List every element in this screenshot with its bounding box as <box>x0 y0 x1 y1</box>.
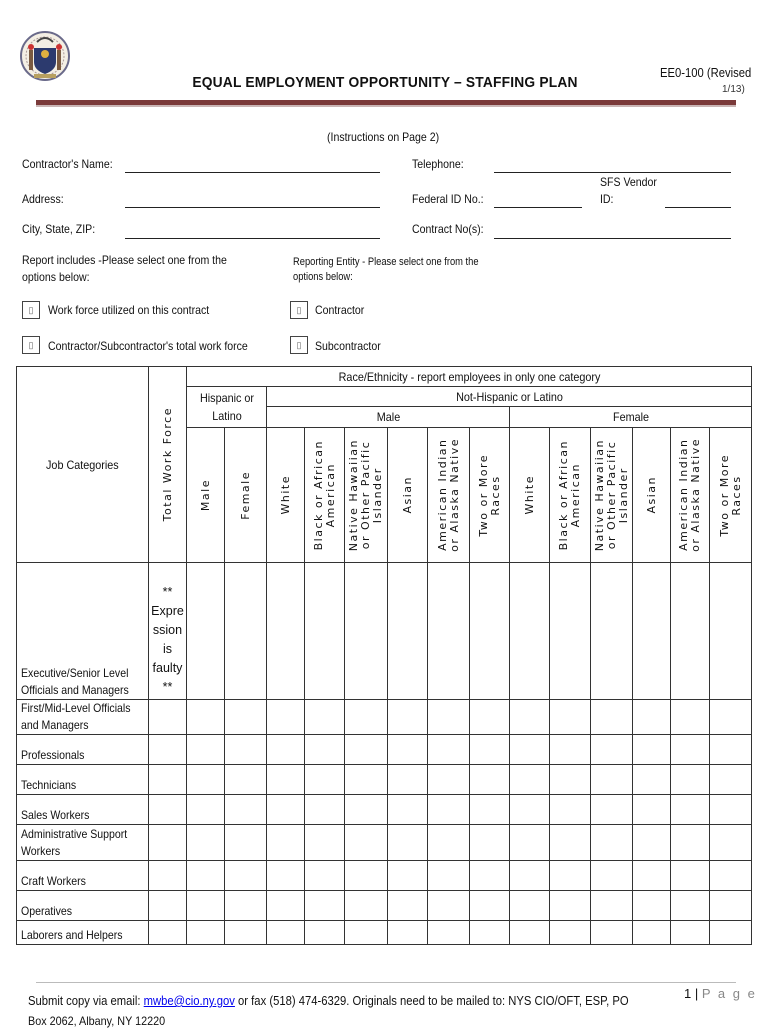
contractor-checkbox[interactable]: ▯ <box>290 301 308 319</box>
cell[interactable] <box>633 921 671 945</box>
report-includes-label-2: options below: <box>22 270 90 284</box>
form-number: EE0-100 (Revised <box>660 66 752 80</box>
cell[interactable] <box>710 861 752 891</box>
cell[interactable] <box>149 795 187 825</box>
cell[interactable] <box>633 795 671 825</box>
cell[interactable] <box>671 563 710 700</box>
cell[interactable] <box>345 861 388 891</box>
cell[interactable] <box>345 765 388 795</box>
cell[interactable] <box>267 795 305 825</box>
form-number-continued: 1/13) <box>722 84 745 95</box>
sfs-vendor-label-2: ID: <box>600 192 614 206</box>
cell[interactable] <box>591 563 633 700</box>
cell[interactable] <box>187 735 225 765</box>
cell[interactable] <box>305 765 345 795</box>
cell[interactable] <box>187 765 225 795</box>
footer-rule <box>36 982 736 983</box>
cell[interactable] <box>149 825 187 861</box>
reporting-entity-label: Reporting Entity - Please select one from the <box>293 256 479 268</box>
job-categories-header: Job Categories <box>17 367 149 563</box>
cell[interactable] <box>305 921 345 945</box>
cell[interactable] <box>305 563 345 700</box>
cell[interactable] <box>305 700 345 735</box>
cell[interactable] <box>345 891 388 921</box>
page-number: 1 | P a g e <box>684 986 757 1001</box>
cell[interactable] <box>345 700 388 735</box>
cell[interactable] <box>470 563 510 700</box>
contract-nos-label: Contract No(s): <box>412 222 484 236</box>
city-state-zip-label: City, State, ZIP: <box>22 222 96 236</box>
cell[interactable] <box>470 735 510 765</box>
cell[interactable] <box>550 861 591 891</box>
contract-nos-field[interactable] <box>494 238 731 239</box>
cell[interactable] <box>510 735 550 765</box>
cell[interactable] <box>345 735 388 765</box>
cell[interactable] <box>305 735 345 765</box>
cell[interactable] <box>149 765 187 795</box>
cell[interactable] <box>267 765 305 795</box>
staffing-plan-table <box>16 366 752 945</box>
cell[interactable] <box>267 700 305 735</box>
address-label: Address: <box>22 192 64 206</box>
row-label-technicians: Technicians <box>17 765 149 795</box>
footer-address: Box 2062, Albany, NY 12220 <box>28 1014 166 1028</box>
cell[interactable] <box>388 891 428 921</box>
cell[interactable] <box>187 825 225 861</box>
contractor-name-field[interactable] <box>125 172 380 173</box>
cell[interactable] <box>225 825 267 861</box>
cell[interactable] <box>305 891 345 921</box>
cell[interactable] <box>388 735 428 765</box>
cell[interactable] <box>267 735 305 765</box>
cell[interactable] <box>225 795 267 825</box>
cell[interactable] <box>149 861 187 891</box>
cell[interactable] <box>710 921 752 945</box>
col-female-black: Black or African American <box>550 428 591 563</box>
cell[interactable] <box>149 921 187 945</box>
col-male-black: Black or African American <box>305 428 345 563</box>
col-male-two-or-more: Two or More Races <box>470 428 510 563</box>
cell[interactable] <box>671 921 710 945</box>
cell[interactable] <box>149 735 187 765</box>
col-female-two-or-more: Two or More Races <box>710 428 752 563</box>
cell[interactable] <box>428 563 470 700</box>
table-row <box>17 861 752 891</box>
cell[interactable] <box>187 891 225 921</box>
table-row <box>17 700 752 735</box>
cell[interactable] <box>550 795 591 825</box>
cell[interactable] <box>550 700 591 735</box>
col-male-white: White <box>267 428 305 563</box>
cell[interactable] <box>633 891 671 921</box>
cell[interactable] <box>710 735 752 765</box>
row-label-laborers: Laborers and Helpers <box>17 921 149 945</box>
cell[interactable] <box>591 825 633 861</box>
cell[interactable] <box>267 861 305 891</box>
cell[interactable] <box>149 700 187 735</box>
row-label-executive: Executive/Senior Level Officials and Managers <box>17 563 149 700</box>
cell[interactable] <box>305 825 345 861</box>
cell[interactable] <box>225 861 267 891</box>
cell[interactable] <box>633 861 671 891</box>
report-includes-label: Report includes -Please select one from the <box>22 253 227 267</box>
federal-id-field[interactable] <box>494 207 582 208</box>
cell[interactable] <box>510 765 550 795</box>
cell[interactable] <box>388 795 428 825</box>
cell[interactable] <box>633 700 671 735</box>
row-label-operatives: Operatives <box>17 891 149 921</box>
cell[interactable] <box>345 563 388 700</box>
cell[interactable] <box>187 563 225 700</box>
cell[interactable] <box>710 765 752 795</box>
cell[interactable] <box>305 861 345 891</box>
cell[interactable] <box>388 921 428 945</box>
cell[interactable] <box>345 921 388 945</box>
cell[interactable] <box>633 765 671 795</box>
col-female-aian: American Indian or Alaska Native <box>671 428 710 563</box>
cell[interactable] <box>428 921 470 945</box>
reporting-entity-label-2: options below: <box>293 271 353 283</box>
cell[interactable] <box>671 825 710 861</box>
col-female-white: White <box>510 428 550 563</box>
cell[interactable] <box>591 765 633 795</box>
cell[interactable] <box>428 795 470 825</box>
sfs-vendor-label: SFS Vendor <box>600 175 657 189</box>
cell[interactable] <box>710 563 752 700</box>
cell[interactable] <box>591 861 633 891</box>
cell[interactable] <box>267 825 305 861</box>
row-label-admin-support: Administrative Support Workers <box>17 825 149 861</box>
table-row <box>17 921 752 945</box>
telephone-field[interactable] <box>494 172 731 173</box>
cell[interactable] <box>550 735 591 765</box>
cell[interactable] <box>470 700 510 735</box>
workforce-contract-checkbox[interactable]: ▯ <box>22 301 40 319</box>
male-group-header: Male <box>279 407 498 428</box>
cell[interactable] <box>510 921 550 945</box>
cell[interactable] <box>187 921 225 945</box>
cell[interactable] <box>267 891 305 921</box>
contractor-label: Contractor <box>315 303 365 317</box>
page-title: EQUAL EMPLOYMENT OPPORTUNITY – STAFFING PLAN <box>192 74 578 91</box>
cell[interactable] <box>510 563 550 700</box>
cell[interactable] <box>225 921 267 945</box>
cell[interactable] <box>470 825 510 861</box>
total-work-force-error: ** Expre ssion is faulty ** <box>149 563 187 700</box>
row-label-craft: Craft Workers <box>17 861 149 891</box>
cell[interactable] <box>470 891 510 921</box>
cell[interactable] <box>591 891 633 921</box>
race-ethnicity-header: Race/Ethnicity - report employees in only one category <box>215 367 724 387</box>
cell[interactable] <box>510 861 550 891</box>
cell[interactable] <box>187 700 225 735</box>
cell[interactable] <box>591 795 633 825</box>
cell[interactable] <box>149 891 187 921</box>
contractor-name-label: Contractor's Name: <box>22 157 113 171</box>
cell[interactable] <box>510 825 550 861</box>
cell[interactable] <box>305 795 345 825</box>
cell[interactable] <box>187 861 225 891</box>
cell[interactable] <box>671 861 710 891</box>
cell[interactable] <box>591 921 633 945</box>
cell[interactable] <box>225 735 267 765</box>
cell[interactable] <box>225 891 267 921</box>
subcontractor-checkbox[interactable]: ▯ <box>290 336 308 354</box>
row-label-first-mid: First/Mid-Level Officials and Managers <box>17 700 149 735</box>
cell[interactable] <box>428 891 470 921</box>
cell[interactable] <box>510 795 550 825</box>
cell[interactable] <box>388 563 428 700</box>
total-workforce-label: Contractor/Subcontractor's total work force <box>48 339 248 353</box>
cell[interactable] <box>470 861 510 891</box>
cell[interactable] <box>470 795 510 825</box>
table-row <box>17 765 752 795</box>
cell[interactable] <box>710 891 752 921</box>
cell[interactable] <box>671 795 710 825</box>
cell[interactable] <box>225 563 267 700</box>
col-female-nhpi: Native Hawaiian or Other Pacific Islander <box>591 428 633 563</box>
workforce-contract-label: Work force utilized on this contract <box>48 303 210 317</box>
sfs-vendor-field[interactable] <box>665 207 731 208</box>
col-male-nhpi: Native Hawaiian or Other Pacific Islander <box>345 428 388 563</box>
cell[interactable] <box>510 891 550 921</box>
cell[interactable] <box>550 563 591 700</box>
table-row <box>17 891 752 921</box>
cell[interactable] <box>388 825 428 861</box>
cell[interactable] <box>710 795 752 825</box>
cell[interactable] <box>388 700 428 735</box>
female-group-header: Female <box>522 407 740 428</box>
table-row <box>17 735 752 765</box>
cell[interactable] <box>388 861 428 891</box>
cell[interactable] <box>428 861 470 891</box>
city-state-zip-field[interactable] <box>125 238 380 239</box>
federal-id-label: Federal ID No.: <box>412 192 484 206</box>
cell[interactable] <box>671 765 710 795</box>
footer-submission-note: Submit copy via email: mwbe@cio.ny.gov or fax (518) 474-6329. Originals need to be mailed to: NYS CIO/OFT, ESP, PO <box>28 994 629 1008</box>
cell[interactable] <box>225 700 267 735</box>
cell[interactable] <box>267 921 305 945</box>
cell[interactable] <box>633 735 671 765</box>
cell[interactable] <box>710 700 752 735</box>
cell[interactable] <box>428 700 470 735</box>
header-rule-shadow <box>36 105 736 107</box>
total-workforce-checkbox[interactable]: ▯ <box>22 336 40 354</box>
table-row <box>17 795 752 825</box>
cell[interactable] <box>591 735 633 765</box>
cell[interactable] <box>345 795 388 825</box>
col-female-asian: Asian <box>633 428 671 563</box>
cell[interactable] <box>633 563 671 700</box>
cell[interactable] <box>550 765 591 795</box>
cell[interactable] <box>671 735 710 765</box>
cell[interactable] <box>428 825 470 861</box>
table-row <box>17 825 752 861</box>
subcontractor-label: Subcontractor <box>315 339 381 353</box>
col-hispanic-female: Female <box>225 428 267 563</box>
total-work-force-header: Total Work Force <box>149 367 187 563</box>
col-hispanic-male: Male <box>187 428 225 563</box>
row-label-professionals: Professionals <box>17 735 149 765</box>
cell[interactable] <box>510 700 550 735</box>
cell[interactable] <box>591 700 633 735</box>
cell[interactable] <box>267 563 305 700</box>
not-hispanic-header: Not-Hispanic or Latino <box>291 387 728 407</box>
cell[interactable] <box>550 921 591 945</box>
row-label-sales: Sales Workers <box>17 795 149 825</box>
cell[interactable] <box>710 825 752 861</box>
cell[interactable] <box>671 891 710 921</box>
email-link[interactable]: mwbe@cio.ny.gov <box>143 994 235 1008</box>
hispanic-latino-header: Hispanic or Latino <box>191 387 263 428</box>
cell[interactable] <box>388 765 428 795</box>
cell[interactable] <box>428 735 470 765</box>
col-male-asian: Asian <box>388 428 428 563</box>
cell[interactable] <box>187 795 225 825</box>
cell[interactable] <box>225 765 267 795</box>
col-male-aian: American Indian or Alaska Native <box>428 428 470 563</box>
address-field[interactable] <box>125 207 380 208</box>
cell[interactable] <box>345 825 388 861</box>
cell[interactable] <box>671 700 710 735</box>
cell[interactable] <box>470 921 510 945</box>
telephone-label: Telephone: <box>412 157 464 171</box>
cell[interactable] <box>633 825 671 861</box>
cell[interactable] <box>550 891 591 921</box>
cell[interactable] <box>470 765 510 795</box>
cell[interactable] <box>550 825 591 861</box>
cell[interactable] <box>428 765 470 795</box>
instructions-note: (Instructions on Page 2) <box>327 130 440 144</box>
table-row <box>17 563 752 700</box>
